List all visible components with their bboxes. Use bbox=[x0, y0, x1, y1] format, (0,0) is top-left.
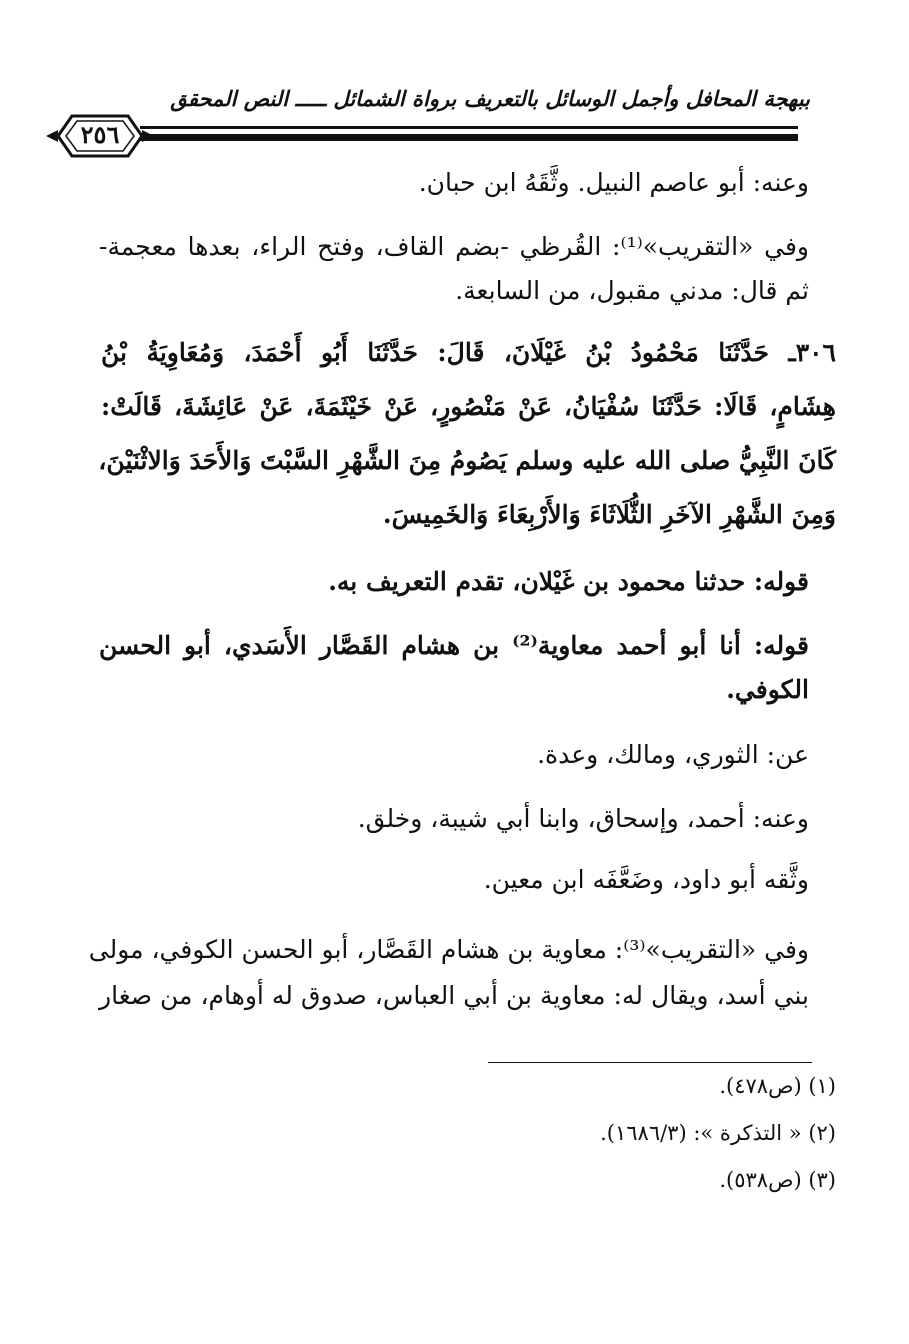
text-line-narrators-to: وعنه: أحمد، وإسحاق، وابنا أبي شيبة، وخلق. bbox=[357, 804, 809, 833]
page-number: ٢٥٦ bbox=[80, 120, 120, 149]
commentary-line-2: قوله: أنا أبو أحمد معاوية⁽²⁾ بن هشام القَصَّار الأَسَدي، أبو الحسن bbox=[99, 631, 809, 660]
text-line-grading: وثَّقه أبو داود، وضَعَّفَه ابن معين. bbox=[483, 865, 809, 894]
hadith-line-4: وَمِنَ الشَّهْرِ الآخَرِ الثُّلَاثَاءَ وَالأَرْبِعَاءَ وَالخَمِيسَ. bbox=[382, 500, 836, 529]
text-line-1: وعنه: أبو عاصم النبيل. وثَّقَهُ ابن حبان. bbox=[418, 168, 809, 197]
hadith-line-2: هِشَامٍ، قَالَا: حَدَّثَنَا سُفْيَانُ، عَنْ مَنْصُورٍ، عَنْ خَيْثَمَةَ، عَنْ عَائِشَةَ، قَالَتْ: bbox=[101, 392, 836, 421]
hadith-line-3: كَانَ النَّبِيُّ صلى الله عليه وسلم يَصُومُ مِنَ الشَّهْرِ السَّبْتَ وَالأَحَدَ وَالاثْنَيْنَ، bbox=[98, 446, 836, 475]
commentary-line-3: الكوفي. bbox=[726, 675, 809, 704]
text-line-taqrib-2: بني أسد، ويقال له: معاوية بن أبي العباس، صدوق له أوهام، من صغار bbox=[99, 981, 809, 1010]
footnote-1: (١) (ص٤٧٨). bbox=[719, 1074, 836, 1098]
header-rule-thin bbox=[140, 126, 798, 129]
hadith-line-1: ٣٠٦ـ حَدَّثَنَا مَحْمُودُ بْنُ غَيْلَانَ، قَالَ: حَدَّثَنَا أَبُو أَحْمَدَ، وَمُعَاوِيَةُ بْنُ bbox=[101, 338, 836, 367]
text-line-2: وفي «التقريب»⁽¹⁾: القُرظي -بضم القاف، وفتح الراء، بعدها معجمة- bbox=[99, 232, 809, 261]
footnote-2: (٢) « التذكرة »: (١٦٨٦/٣). bbox=[600, 1121, 836, 1145]
header-rule-thick bbox=[140, 134, 798, 141]
footnote-3: (٣) (ص٥٣٨). bbox=[719, 1168, 836, 1192]
text-line-3: ثم قال: مدني مقبول، من السابعة. bbox=[455, 276, 809, 305]
page-number-badge bbox=[44, 112, 156, 160]
text-line-narrators-from: عن: الثوري، ومالك، وعدة. bbox=[537, 740, 809, 769]
commentary-line-1: قوله: حدثنا محمود بن غَيْلان، تقدم التعريف به. bbox=[328, 567, 809, 596]
running-title: ببهجة المحافل وأجمل الوسائل بالتعريف برواة الشمائل ـــــ النص المحقق bbox=[170, 86, 810, 111]
footnote-separator bbox=[488, 1062, 812, 1063]
text-line-taqrib-1: وفي «التقريب»⁽³⁾: معاوية بن هشام القَصَّار، أبو الحسن الكوفي، مولى bbox=[88, 935, 809, 964]
